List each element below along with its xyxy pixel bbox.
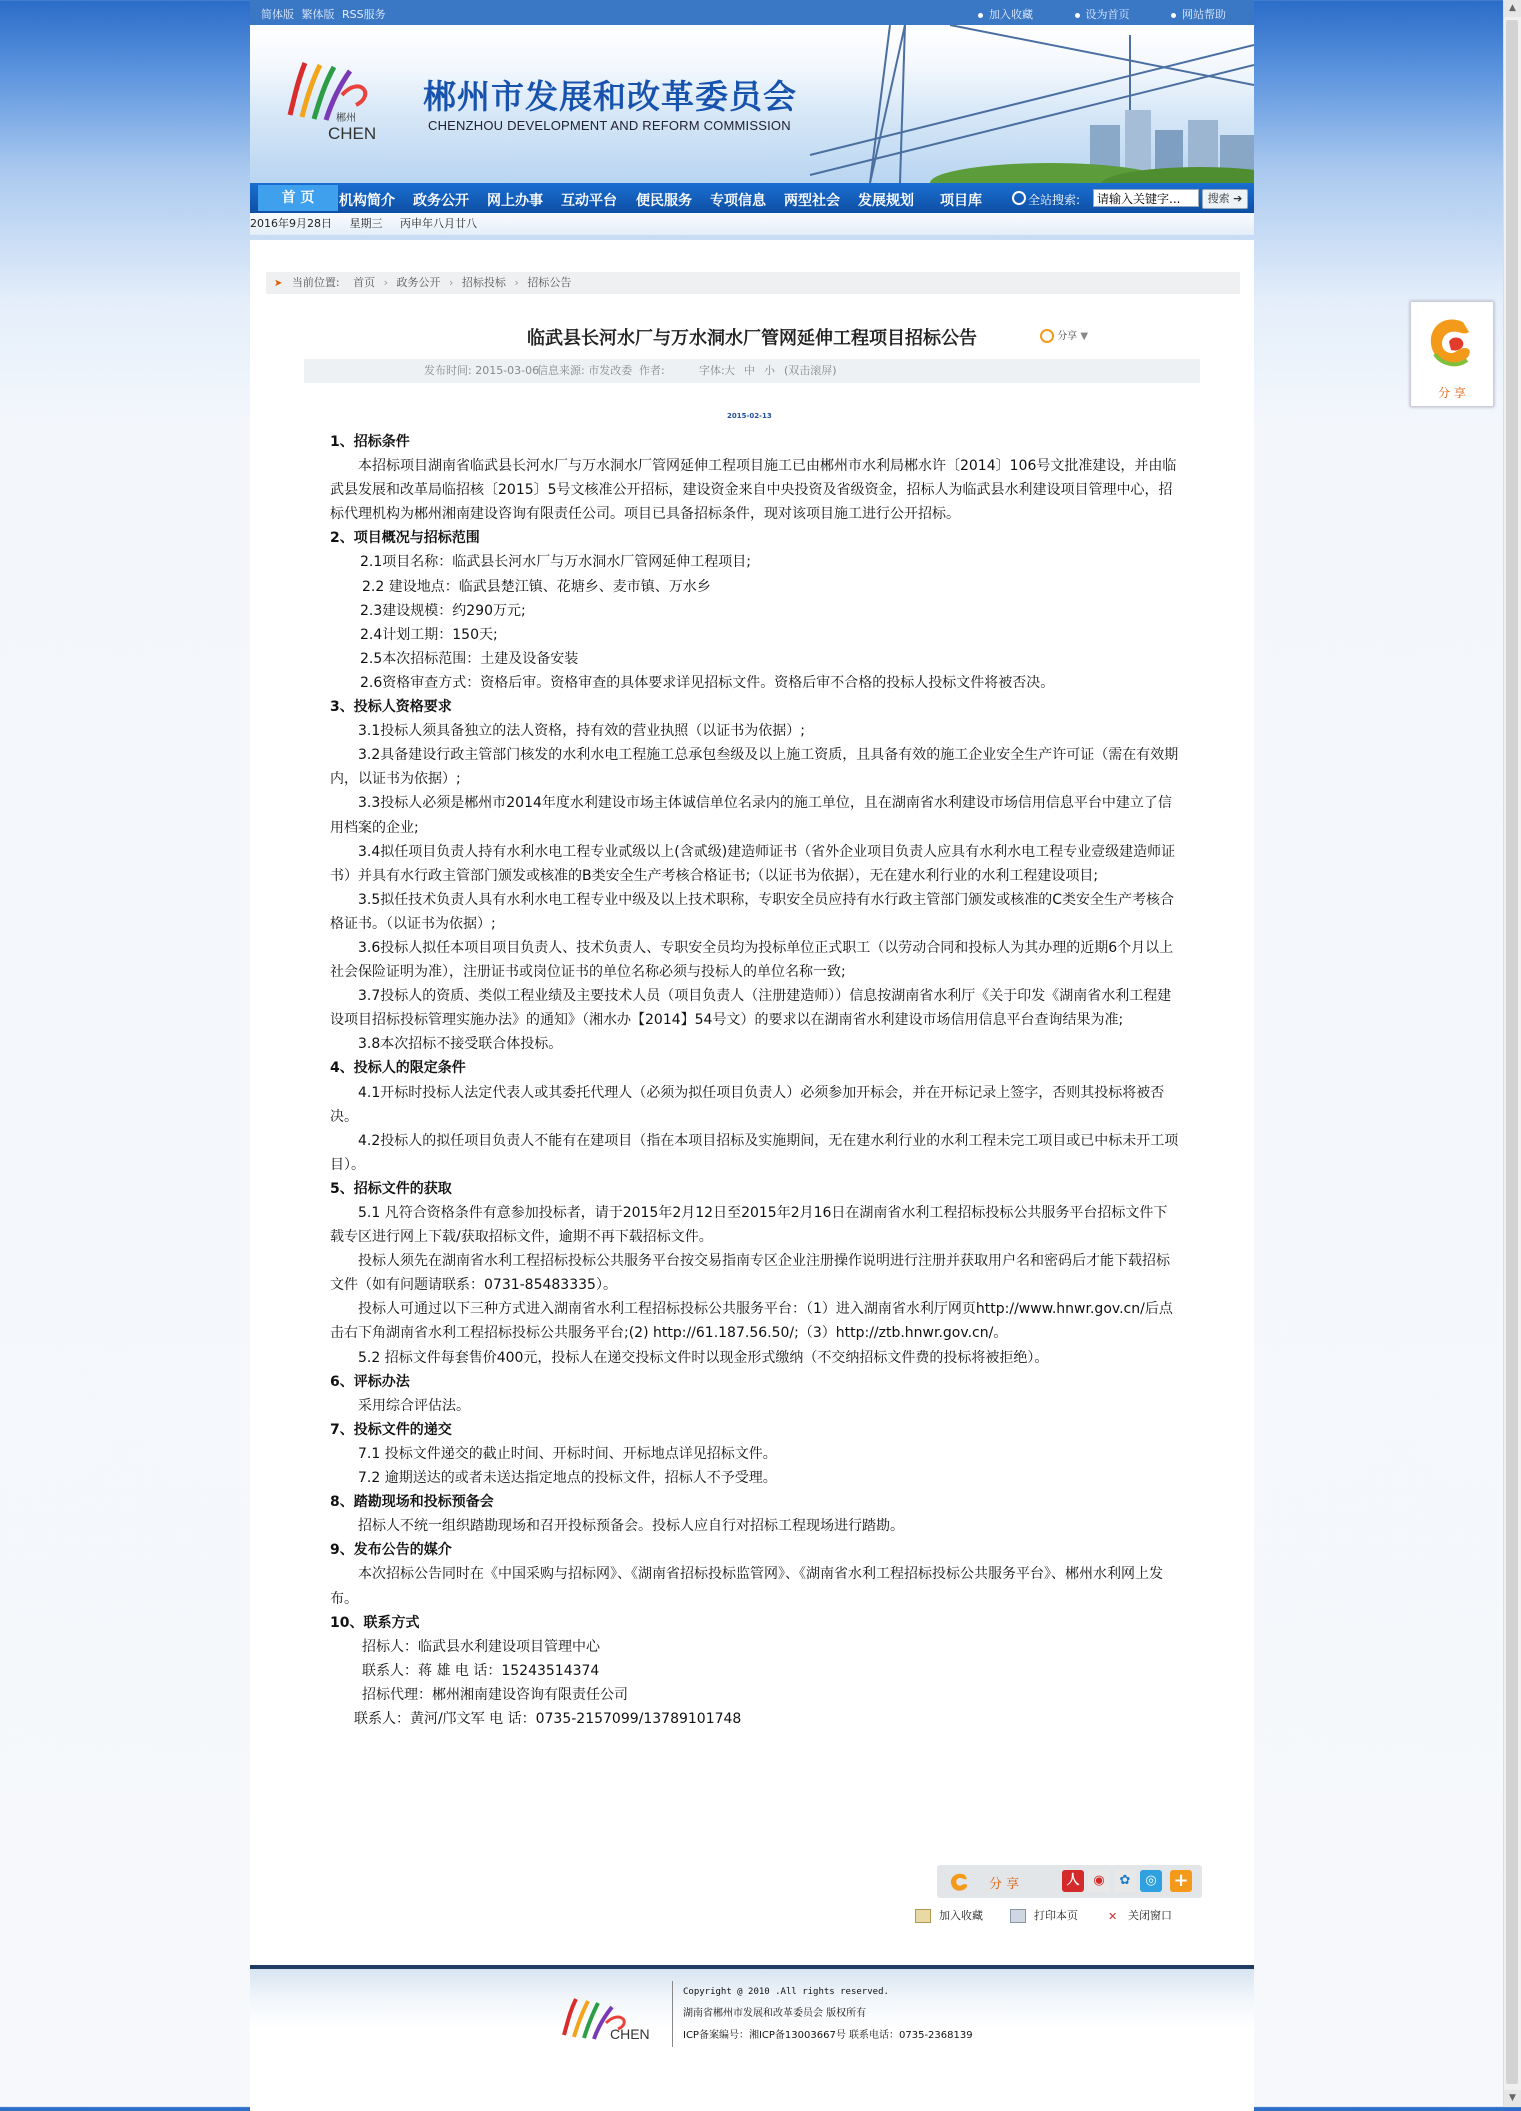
link-site-help-label: 网站帮助 bbox=[1182, 8, 1226, 21]
font-size-large[interactable]: 大 bbox=[724, 364, 735, 377]
main-navigation bbox=[250, 183, 1254, 213]
bullet-icon bbox=[1075, 13, 1080, 18]
search-input[interactable] bbox=[1093, 189, 1199, 207]
main-content bbox=[250, 240, 1254, 1965]
bullet-icon bbox=[978, 13, 983, 18]
paragraph: 3.5拟任技术负责人具有水利水电工程专业中级及以上技术职称，专职安全员应持有水行政主管部门颁发或核准的C类安全生产考核合格证书。（以证书为依据）; bbox=[330, 891, 1175, 932]
bullet-icon bbox=[1171, 13, 1176, 18]
section-heading: 4、投标人的限定条件 bbox=[330, 1060, 466, 1077]
document-small-date: 2015-02-13 bbox=[727, 412, 772, 420]
chevron-down-icon: ▼ bbox=[1080, 331, 1089, 342]
paragraph: 2.1项目名称：临武县长河水厂与万水洞水厂管网延伸工程项目; bbox=[360, 554, 751, 571]
paragraph: 2.2 建设地点：临武县楚江镇、花塘乡、麦市镇、万水乡 bbox=[362, 578, 711, 595]
current-weekday: 星期三 bbox=[349, 217, 383, 230]
paragraph: 2.4计划工期：150天; bbox=[360, 626, 498, 643]
nav-item-public-service[interactable]: 便民服务 bbox=[636, 193, 692, 209]
header-banner bbox=[250, 25, 1254, 183]
nav-item-two-type-society[interactable]: 两型社会 bbox=[784, 193, 840, 209]
footer-icp: ICP备案编号：湘ICP备13003667号 联系电话：0735-2368139 bbox=[683, 2030, 973, 2041]
action-close-window-label: 关闭窗口 bbox=[1128, 1909, 1172, 1922]
qzone-share-icon[interactable]: ✿ bbox=[1114, 1870, 1136, 1892]
breadcrumb bbox=[266, 272, 1240, 294]
section-heading: 8、踏勘现场和投标预备会 bbox=[330, 1494, 494, 1511]
link-set-homepage[interactable] bbox=[1075, 8, 1130, 21]
floating-share-widget[interactable] bbox=[1410, 301, 1494, 407]
paragraph: 本次招标公告同时在《中国采购与招标网》、《湖南省招标投标监管网》、《湖南省水利工程招标投标公共服务平台》、郴州水利网上发布。 bbox=[330, 1566, 1163, 1607]
logo-text: 郴州 bbox=[336, 113, 356, 124]
paragraph: 3.6投标人拟任本项目项目负责人、技术负责人、专职安全员均为投标单位正式职工（以劳动合同和投标人为其办理的近期6个月以上社会保险证明为准），注册证书或岗位证书的单位名称必须与投标人的单位名称一致; bbox=[330, 939, 1174, 981]
more-share-icon[interactable]: + bbox=[1170, 1870, 1192, 1892]
paragraph: 招标人不统一组织踏勘现场和召开投标预备会。投标人应自行对招标工程现场进行踏勘。 bbox=[358, 1518, 904, 1535]
paragraph: 3.1投标人须具备独立的法人资格，持有效的营业执照（以证书为依据）; bbox=[358, 723, 805, 740]
scroll-down-arrow-icon[interactable]: ▼ bbox=[1504, 2090, 1521, 2107]
paragraph: 联系人：蒋 雄 电 话：15243514374 bbox=[362, 1662, 600, 1679]
paragraph: 3.8本次招标不接受联合体投标。 bbox=[358, 1036, 563, 1053]
paragraph: 4.1开标时投标人法定代表人或其委托代理人（必须为拟任项目负责人）必须参加开标会，并在开标记录上签字，否则其投标将被否决。 bbox=[330, 1084, 1165, 1125]
font-size-medium[interactable]: 中 bbox=[744, 364, 755, 377]
site-subtitle: CHENZHOU DEVELOPMENT AND REFORM COMMISSION bbox=[428, 118, 791, 133]
scrollbar-thumb[interactable] bbox=[1506, 20, 1518, 2084]
link-add-favorite[interactable] bbox=[978, 8, 1033, 21]
share-logo-icon bbox=[1411, 302, 1493, 382]
info-source: 信息来源: 市发改委 bbox=[537, 364, 633, 377]
nav-home[interactable]: 首 页 bbox=[258, 185, 338, 211]
article-title: 临武县长河水厂与万水洞水厂管网延伸工程项目招标公告 bbox=[527, 328, 977, 349]
current-date: 2016年9月28日 bbox=[250, 217, 332, 230]
skyline-illustration bbox=[930, 110, 1254, 183]
section-heading: 2、项目概况与招标范围 bbox=[330, 530, 480, 547]
search-button-label: 搜索 bbox=[1207, 192, 1230, 205]
link-rss[interactable]: RSS服务 bbox=[342, 8, 386, 21]
link-set-homepage-label: 设为首页 bbox=[1085, 8, 1130, 21]
share-bar bbox=[937, 1865, 1202, 1898]
action-print-label: 打印本页 bbox=[1034, 1909, 1078, 1922]
lunar-date: 丙申年八月廿八 bbox=[400, 217, 477, 230]
action-close-window[interactable] bbox=[1108, 1907, 1172, 1923]
share-small-label: 分享 bbox=[1057, 331, 1078, 342]
paragraph: 2.3建设规模：约290万元; bbox=[360, 602, 526, 619]
link-simplified[interactable]: 简体版 bbox=[261, 8, 294, 21]
search-button[interactable]: 搜索 ➔ bbox=[1202, 189, 1248, 209]
top-utility-bar bbox=[250, 0, 1254, 25]
font-size-small[interactable]: 小 bbox=[764, 364, 775, 377]
paragraph: 3.4拟任项目负责人持有水利水电工程专业贰级以上(含贰级)建造师证书（省外企业项目负责人应具有水利水电工程专业壹级建造师证书）并具有水行政主管部门颁发或核准的B类安全生产考核合格证书;（以证书为依据），无在建水利行业的水利工程建设项目; bbox=[330, 843, 1176, 884]
section-heading: 3、投标人资格要求 bbox=[330, 699, 452, 716]
double-click-scroll-hint: (双击滚屏) bbox=[784, 364, 837, 377]
page-wrapper bbox=[250, 0, 1254, 2107]
section-heading: 5、招标文件的获取 bbox=[330, 1180, 452, 1197]
article-body bbox=[330, 430, 1180, 1731]
author: 作者: bbox=[639, 364, 665, 377]
site-title: 郴州市发展和改革委员会 bbox=[423, 77, 797, 116]
action-add-favorite[interactable] bbox=[915, 1907, 983, 1923]
share-logo-icon bbox=[949, 1871, 971, 1893]
link-add-favorite-label: 加入收藏 bbox=[989, 8, 1033, 21]
printer-icon bbox=[1010, 1909, 1026, 1923]
nav-item-special-info[interactable]: 专项信息 bbox=[710, 193, 766, 209]
link-site-help[interactable] bbox=[1171, 8, 1226, 21]
footer-logo-sub: CHEN bbox=[610, 2026, 650, 2042]
paragraph: 7.2 逾期送达的或者未送达指定地点的投标文件，招标人不予受理。 bbox=[358, 1470, 777, 1487]
footer-logo-icon bbox=[550, 1977, 660, 2047]
nav-item-development-plan[interactable]: 发展规划 bbox=[858, 193, 914, 209]
footer-owner: 湖南省郴州市发展和改革委员会 版权所有 bbox=[683, 2008, 867, 2019]
section-heading: 7、投标文件的递交 bbox=[330, 1421, 452, 1438]
breadcrumb-separator-icon: › bbox=[383, 276, 389, 289]
action-add-favorite-label: 加入收藏 bbox=[939, 1909, 983, 1922]
favorite-folder-icon bbox=[915, 1909, 931, 1923]
paragraph: 2.5本次招标范围：土建及设备安装 bbox=[360, 650, 579, 667]
publish-time: 发布时间: 2015-03-06 bbox=[424, 364, 540, 377]
page-footer bbox=[250, 1965, 1254, 2111]
paragraph: 7.1 投标文件递交的截止时间、开标时间、开标地点详见招标文件。 bbox=[358, 1445, 777, 1462]
breadcrumb-separator-icon: › bbox=[449, 276, 454, 289]
section-heading: 6、评标办法 bbox=[330, 1373, 410, 1390]
nav-item-interaction[interactable]: 互动平台 bbox=[561, 193, 617, 209]
browser-scrollbar[interactable] bbox=[1503, 0, 1521, 2107]
paragraph: 3.2具备建设行政主管部门核发的水利水电工程施工总承包叁级及以上施工资质，且具备有效的施工企业安全生产许可证（需在有效期内，以证书为依据）; bbox=[330, 747, 1179, 788]
city-logo-icon bbox=[290, 63, 376, 143]
paragraph: 5.1 凡符合资格条件有意参加投标者，请于2015年2月12日至2015年2月16日在湖南省水利工程招标投标公共服务平台招标文件下载专区进行网上下载/获取招标文件，逾期不再下载招标文件。 bbox=[330, 1205, 1168, 1246]
nav-item-project-library[interactable]: 项目库 bbox=[940, 193, 982, 209]
scroll-up-arrow-icon[interactable]: ▲ bbox=[1504, 0, 1521, 17]
paragraph: 本招标项目湖南省临武县长河水厂与万水洞水厂管网延伸工程项目施工已由郴州市水利局郴水许〔2014〕106号文批准建设，并由临武县发展和改革局临招核〔2015〕5号文核准公开招标，建设资金来自中央投资及省级资金，招标人为临武县水利建设项目管理中心，招标代理机构为郴州湘南建设咨询有限责任公司。项目已具备招标条件，现对该项目施工进行公开招标。 bbox=[330, 458, 1177, 523]
share-small-icon bbox=[1040, 329, 1054, 343]
paragraph: 招标代理：郴州湘南建设咨询有限责任公司 bbox=[362, 1686, 628, 1703]
tencent-share-icon[interactable]: ◎ bbox=[1140, 1870, 1162, 1892]
breadcrumb-label: 当前位置: bbox=[291, 276, 340, 289]
section-heading: 10、联系方式 bbox=[330, 1614, 420, 1631]
footer-text bbox=[672, 1981, 973, 2047]
breadcrumb-government-affairs[interactable]: 政务公开 bbox=[396, 276, 441, 289]
article-meta bbox=[304, 359, 1200, 383]
nav-item-about[interactable]: 机构简介 bbox=[339, 193, 395, 209]
close-icon: ✕ bbox=[1108, 1910, 1118, 1923]
share-label[interactable]: 分 享 bbox=[989, 1877, 1020, 1892]
paragraph: 招标人：临武县水利建设项目管理中心 bbox=[362, 1638, 600, 1655]
logo-sub: CHEN bbox=[328, 124, 377, 143]
people-share-icon[interactable]: 人 bbox=[1062, 1870, 1084, 1892]
breadcrumb-home[interactable]: 首页 bbox=[353, 276, 376, 289]
crane-illustration bbox=[810, 25, 1254, 183]
weibo-share-icon[interactable]: ◉ bbox=[1088, 1870, 1110, 1892]
breadcrumb-arrow-icon: ➤ bbox=[274, 278, 283, 289]
paragraph: 投标人须先在湖南省水利工程招标投标公共服务平台按交易指南专区企业注册操作说明进行注册并获取用户名和密码后才能下载招标文件（如有问题请联系：0731-85483335）。 bbox=[330, 1253, 1170, 1294]
section-heading: 1、招标条件 bbox=[330, 434, 410, 450]
section-heading: 9、发布公告的媒介 bbox=[330, 1542, 452, 1559]
search-label: 全站搜索: bbox=[1028, 193, 1081, 207]
share-dropdown[interactable] bbox=[1040, 327, 1088, 343]
paragraph: 2.6资格审查方式：资格后审。资格审查的具体要求详见招标文件。资格后审不合格的投标人投标文件将被否决。 bbox=[360, 674, 1055, 691]
font-size-label: 字体: bbox=[699, 364, 725, 377]
paragraph: 联系人：黄河/邝文军 电 话：0735-2157099/13789101748 bbox=[354, 1710, 742, 1727]
footer-copyright: Copyright @ 2010 .All rights reserved. bbox=[683, 1987, 889, 1997]
paragraph: 3.3投标人必须是郴州市2014年度水利建设市场主体诚信单位名录内的施工单位，且在湖南省水利建设市场信用信息平台中建立了信用档案的企业; bbox=[330, 795, 1172, 836]
paragraph: 4.2投标人的拟任项目负责人不能有在建项目（指在本项目招标及实施期间，无在建水利行业的水利工程未完工项目或已中标未开工项目）。 bbox=[330, 1132, 1179, 1173]
breadcrumb-separator-icon: › bbox=[514, 276, 519, 289]
paragraph: 投标人可通过以下三种方式进入湖南省水利工程招标投标公共服务平台：（1）进入湖南省水利厅网页http://www.hnwr.gov.cn/后点击右下角湖南省水利工程招标投标公共服务平台;(2) http://61.187.56.50/;（3）http://ztb.hnwr.gov.cn/。 bbox=[330, 1301, 1173, 1342]
paragraph: 采用综合评估法。 bbox=[358, 1397, 470, 1414]
floating-share-label[interactable]: 分 享 bbox=[1438, 386, 1466, 400]
paragraph: 3.7投标人的资质、类似工程业绩及主要技术人员（项目负责人（注册建造师））信息按湖南省水利厅《关于印发《湖南省水利工程建设项目招标投标管理实施办法》的通知》（湘水办【2014】54号文）的要求以在湖南省水利建设市场信用信息平台查询结果为准; bbox=[330, 988, 1172, 1029]
nav-item-government-affairs[interactable]: 政务公开 bbox=[413, 193, 469, 209]
action-print[interactable] bbox=[1010, 1907, 1078, 1923]
date-bar bbox=[250, 213, 1254, 235]
link-traditional[interactable]: 繁体版 bbox=[301, 8, 335, 21]
paragraph: 5.2 招标文件每套售价400元，投标人在递交投标文件时以现金形式缴纳（不交纳招标文件费的投标将被拒绝）。 bbox=[358, 1349, 1049, 1366]
search-icon bbox=[1012, 191, 1026, 205]
nav-item-online-service[interactable]: 网上办事 bbox=[487, 193, 543, 209]
breadcrumb-bid-notice[interactable]: 招标公告 bbox=[527, 276, 572, 289]
breadcrumb-bidding[interactable]: 招标投标 bbox=[461, 276, 506, 289]
